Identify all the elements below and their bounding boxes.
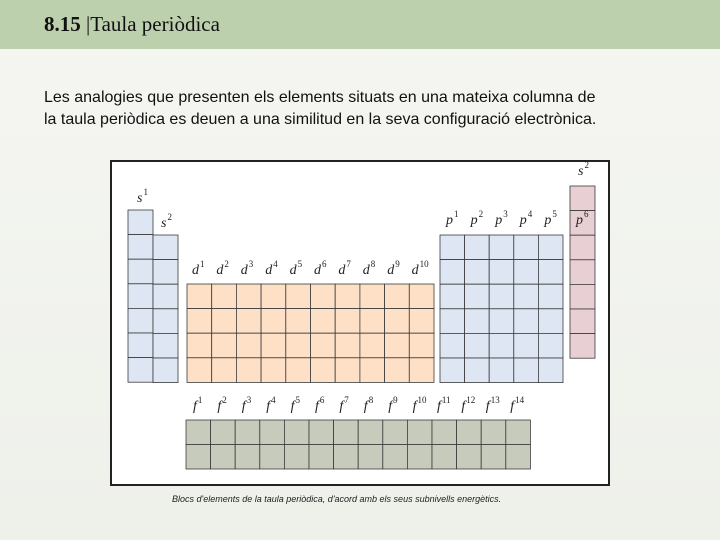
d-block-cell xyxy=(311,358,336,383)
d-label-3 xyxy=(240,259,254,278)
d-label-3-letter: d xyxy=(240,263,248,278)
d-block-cell xyxy=(286,309,311,334)
p-block-cell xyxy=(489,260,514,285)
p-block-cell xyxy=(465,284,490,309)
p-block-cell xyxy=(514,260,539,285)
f-block-cell xyxy=(457,420,482,445)
p-label-5-letter: p xyxy=(544,213,552,228)
f-label-2 xyxy=(217,395,227,414)
f-label-6-letter: f xyxy=(315,399,319,414)
f-label-11 xyxy=(437,395,451,414)
d-block-cell xyxy=(187,333,212,358)
f-block-cell xyxy=(235,445,260,470)
s-block-cell xyxy=(153,284,178,309)
p-block-cell xyxy=(514,235,539,260)
d-label-5-letter: d xyxy=(289,263,297,278)
s-label-2-letter: s xyxy=(161,216,167,231)
f-label-8 xyxy=(363,395,374,414)
p-label-6-superscript: 6 xyxy=(584,209,589,219)
slide-title xyxy=(44,12,220,37)
p-block-cell xyxy=(538,260,563,285)
f-block-cell xyxy=(309,420,334,445)
d-label-10-superscript: 10 xyxy=(419,259,429,269)
d-block-cell xyxy=(286,284,311,309)
d-block-cell xyxy=(311,284,336,309)
f-label-12-superscript: 12 xyxy=(466,395,476,405)
p-block-cell xyxy=(440,235,465,260)
noble-gas-cell xyxy=(570,235,595,260)
p-block-cell xyxy=(440,284,465,309)
d-block-cell xyxy=(335,284,360,309)
he-s-label xyxy=(578,160,589,179)
f-label-9-letter: f xyxy=(388,399,393,414)
f-block-cell xyxy=(284,445,309,470)
p-block-cell xyxy=(440,309,465,334)
noble-gas-cell xyxy=(570,334,595,359)
d-label-1-superscript: 1 xyxy=(200,259,205,269)
d-block-cell xyxy=(385,333,410,358)
d-label-4-letter: d xyxy=(265,263,273,278)
d-label-8-letter: d xyxy=(362,263,370,278)
d-label-10-letter: d xyxy=(411,263,419,278)
f-label-13 xyxy=(485,395,500,414)
he-s-label-superscript: 2 xyxy=(584,160,589,170)
f-label-8-superscript: 8 xyxy=(368,395,374,405)
d-block-cell xyxy=(311,333,336,358)
f-label-1-superscript: 1 xyxy=(197,395,203,405)
d-label-2-superscript: 2 xyxy=(224,259,229,269)
d-block-cell xyxy=(385,358,410,383)
noble-gas-cell xyxy=(570,260,595,285)
d-label-1-letter: d xyxy=(192,263,199,278)
d-label-2 xyxy=(216,259,229,278)
d-block-cell xyxy=(311,309,336,334)
d-block-cell xyxy=(360,333,385,358)
s-block-cell xyxy=(153,333,178,358)
p-block-cell xyxy=(538,309,563,334)
f-block-cell xyxy=(481,420,506,445)
f-label-8-letter: f xyxy=(363,399,368,414)
s-block-cell xyxy=(128,308,153,333)
f-label-11-superscript: 11 xyxy=(441,395,451,405)
d-block-cell xyxy=(236,333,261,358)
f-label-6-superscript: 6 xyxy=(319,395,325,405)
f-block-cell xyxy=(211,445,236,470)
f-label-13-superscript: 13 xyxy=(490,395,500,405)
intro-line-2: la taula periòdica es deuen a una similitud en la seva configuració electrònica. xyxy=(44,111,597,128)
p-label-1-letter: p xyxy=(446,213,453,228)
f-block-cell xyxy=(211,420,236,445)
d-block-cell xyxy=(409,309,434,334)
s-block-cell xyxy=(128,259,153,284)
f-block-cell xyxy=(432,420,457,445)
f-label-1 xyxy=(193,395,203,414)
f-block-cell xyxy=(432,445,457,470)
p-block-cell xyxy=(489,284,514,309)
p-block-cell xyxy=(514,284,539,309)
p-block-cell xyxy=(440,333,465,358)
s-block-cell xyxy=(128,358,153,383)
d-block-cell xyxy=(286,333,311,358)
d-block-cell xyxy=(261,358,286,383)
d-block-cell xyxy=(187,358,212,383)
d-label-9-superscript: 9 xyxy=(395,259,400,269)
d-label-3-superscript: 3 xyxy=(248,259,254,269)
f-block-cell xyxy=(284,420,309,445)
d-label-7-superscript: 7 xyxy=(346,259,351,269)
section-title: |Taula periòdica xyxy=(86,12,220,36)
f-block-cell xyxy=(481,445,506,470)
p-block-cell xyxy=(440,358,465,383)
f-label-4 xyxy=(266,395,276,414)
d-block-cell xyxy=(360,284,385,309)
p-block-cell xyxy=(538,235,563,260)
f-label-12-letter: f xyxy=(461,399,466,414)
f-label-9-superscript: 9 xyxy=(393,395,398,405)
d-block-cell xyxy=(286,358,311,383)
periodic-table-figure xyxy=(110,160,610,486)
p-block-cell xyxy=(465,358,490,383)
f-label-3 xyxy=(241,395,252,414)
d-label-5 xyxy=(289,259,303,278)
d-block-cell xyxy=(409,284,434,309)
p-label-6 xyxy=(576,209,589,228)
intro-paragraph xyxy=(44,87,684,131)
s-label-2 xyxy=(161,212,172,231)
p-block-cell xyxy=(489,333,514,358)
p-label-6-letter: p xyxy=(576,213,583,228)
f-block-cell xyxy=(358,445,383,470)
d-block-cell xyxy=(335,333,360,358)
d-label-10 xyxy=(411,259,429,278)
d-block-cell xyxy=(360,358,385,383)
f-label-14-superscript: 14 xyxy=(515,395,525,405)
d-block-cell xyxy=(385,309,410,334)
f-label-7 xyxy=(339,395,349,414)
f-block-cell xyxy=(309,445,334,470)
f-block-cell xyxy=(260,420,285,445)
d-block-cell xyxy=(409,333,434,358)
d-block-cell xyxy=(236,358,261,383)
f-block-cell xyxy=(383,420,408,445)
s-label-1-letter: s xyxy=(137,191,143,206)
f-block-cell xyxy=(235,420,260,445)
f-label-4-letter: f xyxy=(266,399,271,414)
f-block-cell xyxy=(383,445,408,470)
s-block-cell xyxy=(128,210,153,235)
s-block-cell xyxy=(153,260,178,285)
d-block-cell xyxy=(187,309,212,334)
d-block-cell xyxy=(385,284,410,309)
p-label-2 xyxy=(470,209,484,228)
f-label-4-superscript: 4 xyxy=(271,395,276,405)
p-label-1 xyxy=(446,209,459,228)
f-label-5-letter: f xyxy=(290,399,295,414)
d-label-9 xyxy=(387,259,400,278)
d-block-cell xyxy=(409,358,434,383)
p-label-4-letter: p xyxy=(519,213,527,228)
s-block-cell xyxy=(153,309,178,334)
d-label-1 xyxy=(192,259,205,278)
f-label-7-letter: f xyxy=(339,399,344,414)
f-label-5 xyxy=(290,395,300,414)
p-label-1-superscript: 1 xyxy=(454,209,459,219)
d-block-cell xyxy=(212,309,237,334)
d-block-cell xyxy=(261,309,286,334)
f-label-14-letter: f xyxy=(510,399,515,414)
p-label-3 xyxy=(495,209,508,228)
f-block-cell xyxy=(358,420,383,445)
d-label-2-letter: d xyxy=(216,263,224,278)
d-label-8-superscript: 8 xyxy=(370,259,376,269)
d-block-cell xyxy=(335,358,360,383)
f-block-cell xyxy=(334,420,359,445)
figure-caption: Blocs d'elements de la taula periòdica, d'acord amb els seus subnivells energètics. xyxy=(172,494,502,504)
section-number: 8.15 xyxy=(44,12,81,36)
f-label-10-letter: f xyxy=(412,399,417,414)
f-label-2-superscript: 2 xyxy=(222,395,227,405)
d-block-cell xyxy=(261,284,286,309)
d-label-4 xyxy=(265,259,278,278)
f-label-3-letter: f xyxy=(241,399,246,414)
p-block-cell xyxy=(465,260,490,285)
f-label-12 xyxy=(461,395,476,414)
d-block-cell xyxy=(261,333,286,358)
d-block-cell xyxy=(212,333,237,358)
intro-line-1: Les analogies que presenten els elements situats en una mateixa columna de xyxy=(44,89,596,106)
d-block-cell xyxy=(236,309,261,334)
f-label-7-superscript: 7 xyxy=(344,395,349,405)
d-block-cell xyxy=(212,284,237,309)
f-block-cell xyxy=(506,420,531,445)
d-label-6-letter: d xyxy=(314,263,321,278)
d-label-4-superscript: 4 xyxy=(273,259,278,269)
p-block-cell xyxy=(465,333,490,358)
p-block-cell xyxy=(489,358,514,383)
p-block-cell xyxy=(489,309,514,334)
d-label-7-letter: d xyxy=(338,263,346,278)
d-label-8 xyxy=(362,259,376,278)
f-block-cell xyxy=(407,420,432,445)
f-label-10-superscript: 10 xyxy=(417,395,427,405)
s-block-cell xyxy=(153,358,178,383)
s-block-cell xyxy=(128,333,153,358)
p-label-2-superscript: 2 xyxy=(478,209,484,219)
s-label-1 xyxy=(137,187,148,206)
noble-gas-cell xyxy=(570,309,595,334)
d-label-6-superscript: 6 xyxy=(322,259,327,269)
p-block-cell xyxy=(538,333,563,358)
p-block-cell xyxy=(514,333,539,358)
f-block-cell xyxy=(334,445,359,470)
p-block-cell xyxy=(489,235,514,260)
f-block-cell xyxy=(186,420,211,445)
s-block-cell xyxy=(153,235,178,260)
p-label-5-superscript: 5 xyxy=(552,209,557,219)
noble-gas-cell xyxy=(570,284,595,309)
p-block-cell xyxy=(465,235,490,260)
p-block-cell xyxy=(465,309,490,334)
d-block-cell xyxy=(335,309,360,334)
p-block-cell xyxy=(538,284,563,309)
f-label-5-superscript: 5 xyxy=(295,395,300,405)
f-block-cell xyxy=(260,445,285,470)
p-label-4-superscript: 4 xyxy=(527,209,533,219)
p-label-3-superscript: 3 xyxy=(503,209,508,219)
s-block-cell xyxy=(128,284,153,309)
f-block-cell xyxy=(506,445,531,470)
d-label-7 xyxy=(338,259,351,278)
p-block-cell xyxy=(440,260,465,285)
periodic-table-grid xyxy=(112,162,608,484)
f-label-6 xyxy=(315,395,325,414)
noble-gas-cell xyxy=(570,186,595,211)
p-label-3-letter: p xyxy=(495,213,503,228)
d-block-cell xyxy=(360,309,385,334)
d-block-cell xyxy=(236,284,261,309)
he-s-label-letter: s xyxy=(578,164,584,179)
s-label-2-superscript: 2 xyxy=(167,212,172,222)
f-label-10 xyxy=(412,395,427,414)
d-label-5-superscript: 5 xyxy=(297,259,303,269)
f-label-2-letter: f xyxy=(217,399,222,414)
f-block-cell xyxy=(186,445,211,470)
p-label-2-letter: p xyxy=(470,213,478,228)
d-block-cell xyxy=(212,358,237,383)
f-label-13-letter: f xyxy=(485,399,490,414)
p-block-cell xyxy=(538,358,563,383)
f-label-14 xyxy=(510,395,525,414)
p-block-cell xyxy=(514,358,539,383)
f-label-3-superscript: 3 xyxy=(246,395,252,405)
p-label-4 xyxy=(519,209,533,228)
s-label-1-superscript: 1 xyxy=(143,187,148,197)
f-label-9 xyxy=(388,395,398,414)
f-block-cell xyxy=(457,445,482,470)
d-label-9-letter: d xyxy=(387,263,395,278)
d-block-cell xyxy=(187,284,212,309)
f-label-1-letter: f xyxy=(193,399,197,414)
f-block-cell xyxy=(407,445,432,470)
p-block-cell xyxy=(514,309,539,334)
p-label-5 xyxy=(544,209,557,228)
d-label-6 xyxy=(314,259,327,278)
s-block-cell xyxy=(128,235,153,260)
f-label-11-letter: f xyxy=(437,399,441,414)
